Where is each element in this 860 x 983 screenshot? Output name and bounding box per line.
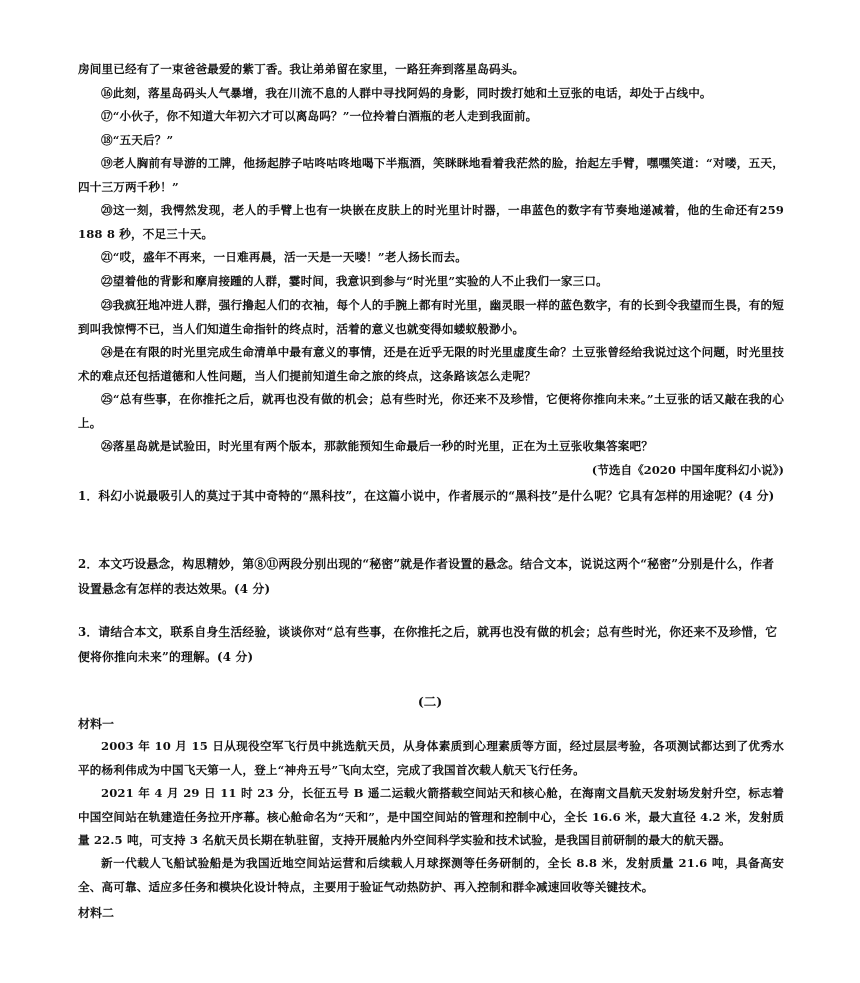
story-paragraph-22: ㉒望着他的背影和摩肩接踵的人群，霎时间，我意识到参与“时光里”实验的人不止我们一家三口。 <box>101 274 608 288</box>
story-paragraph-23: ㉓我疯狂地冲进人群，强行撸起人们的衣袖，每个人的手腕上都有时光里，幽灵眼一样的蓝色数字，有的长到令我望而生畏，有的短到叫我惊愕不已，当人们知道生命指针的终点时，活着的意义也就变得如蝼蚁般渺小。 <box>78 298 784 336</box>
story-paragraph-26: ㉖落星岛就是试验田，时光里有两个版本，那款能预知生命最后一秒的时光里，正在为土豆张收集答案吧？ <box>101 439 653 453</box>
material-2-heading: 材料二 <box>78 906 115 920</box>
material-1-paragraph-3: 新一代载人飞船试验船是为我国近地空间站运营和后续载人月球探测等任务研制的，全长 8.8 米，发射质量 21.6 吨，具备高安全、高可靠、适应多任务和模块化设计特点，主要用于验证气动热防护、再入控制和群伞减速回收等关键技术。 <box>78 856 784 894</box>
story-paragraph-17: ⑰“小伙子，你不知道大年初六才可以离岛吗？”一位拎着白酒瓶的老人走到我面前。 <box>101 109 538 123</box>
material-1-paragraph-2: 2021 年 4 月 29 日 11 时 23 分，长征五号 B 遥二运载火箭搭载空间站天和核心舱，在海南文昌航天发射场发射升空，标志着中国空间站在轨建造任务拉开序幕。核心舱命名为“天和”，是中国空间站的管理和控制中心，全长 16.6 米，最大直径 4.2 米，发射质量 22.5 吨，可支持 3 名航天员长期在轨驻留，支持开展舱内外空间科学实验和技术试验，是我国目前研制的最大的航天器。 <box>78 786 784 847</box>
story-paragraph-15-tail: 房间里已经有了一束爸爸最爱的紫丁香。我让弟弟留在家里，一路狂奔到落星岛码头。 <box>78 62 525 76</box>
source-citation: (节选自《2020 中国年度科幻小说》) <box>591 463 784 477</box>
question-3: 3．请结合本文，联系自身生活经验，谈谈你对“总有些事，在你推托之后，就再也没有做的机会；总有些时光，你还来不及珍惜，它便将你推向未来”的理解。(4 分) <box>78 625 778 664</box>
story-paragraph-20: ⑳这一刻，我愕然发现，老人的手臂上也有一块嵌在皮肤上的时光里计时器，一串蓝色的数字有节奏地递减着，他的生命还有259 188 8 秒，不足三十天。 <box>78 203 784 241</box>
question-2: 2．本文巧设悬念，构思精妙，第⑧⑪两段分别出现的“秘密”就是作者设置的悬念。结合文本，说说这两个“秘密”分别是什么，作者设置悬念有怎样的表达效果。(4 分) <box>78 557 775 596</box>
material-1-paragraph-1: 2003 年 10 月 15 日从现役空军飞行员中挑选航天员，从身体素质到心理素质等方面，经过层层考验，各项测试都达到了优秀水平的杨利伟成为中国飞天第一人，登上“神舟五号”飞向太空，完成了我国首次载人航天飞行任务。 <box>78 739 784 777</box>
section-title: (二) <box>417 694 443 709</box>
story-paragraph-24: ㉔是在有限的时光里完成生命清单中最有意义的事情，还是在近乎无限的时光里虚度生命？土豆张曾经给我说过这个问题，时光里技术的难点还包括道德和人性问题，当人们提前知道生命之旅的终点，这条路该怎么走呢？ <box>78 345 784 383</box>
story-paragraph-16: ⑯此刻，落星岛码头人气暴增，我在川流不息的人群中寻找阿妈的身影，同时拨打她和土豆张的电话，却处于占线中。 <box>101 86 712 100</box>
story-paragraph-18: ⑱“五天后？” <box>101 133 174 147</box>
material-1-heading: 材料一 <box>78 717 115 731</box>
story-paragraph-19: ⑲老人胸前有导游的工牌，他扬起脖子咕咚咕咚地喝下半瓶酒，笑眯眯地看着我茫然的脸，抬起左手臂，嘿嘿笑道：“对喽，五天，四十三万两千秒！” <box>78 156 784 194</box>
story-paragraph-21: ㉑“哎，盛年不再来，一日难再晨，活一天是一天喽！”老人扬长而去。 <box>101 250 467 264</box>
question-1: 1．科幻小说最吸引人的莫过于其中奇特的“黑科技”，在这篇小说中，作者展示的“黑科技”是什么呢？它具有怎样的用途呢？(4 分) <box>78 489 775 503</box>
story-paragraph-25: ㉕“总有些事，在你推托之后，就再也没有做的机会；总有些时光，你还来不及珍惜，它便将你推向未来。”土豆张的话又敲在我的心上。 <box>78 392 784 430</box>
